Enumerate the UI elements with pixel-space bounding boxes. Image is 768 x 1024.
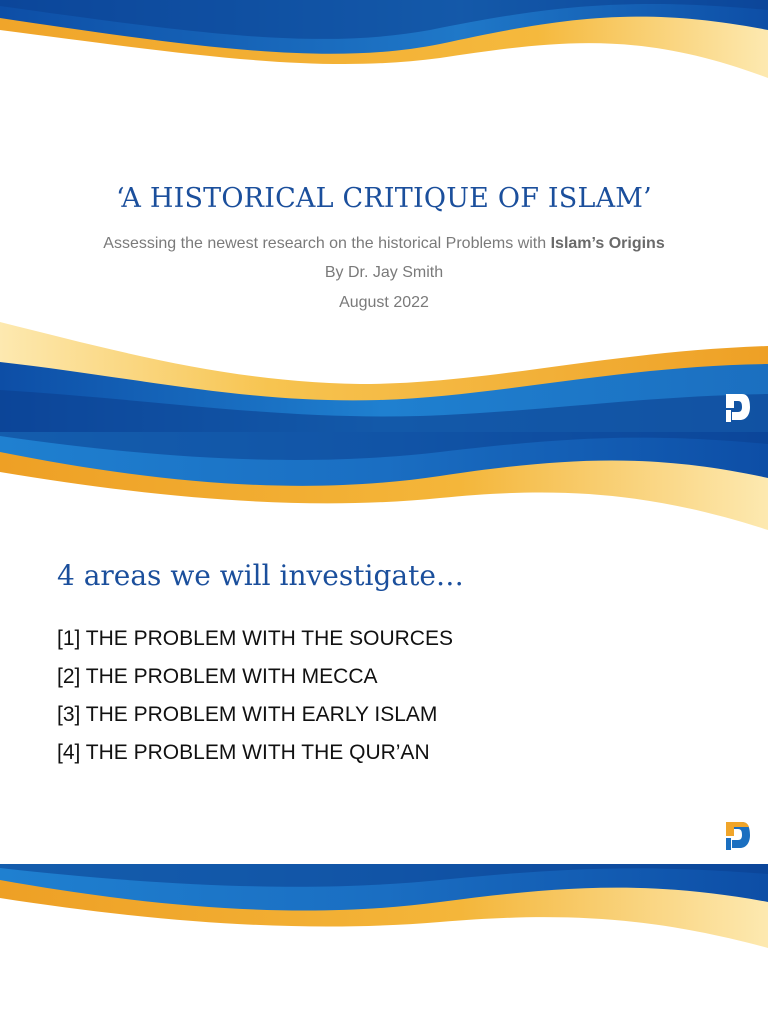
slide-subtitle (0, 235, 768, 253)
subtitle-emphasis: Islam’s Origins (550, 235, 665, 252)
list-item: [2] THE PROBLEM WITH MECCA (57, 665, 378, 688)
top-wave-banner (0, 432, 768, 532)
slide-heading: 4 areas we will investigate… (57, 559, 464, 592)
top-wave-banner (0, 0, 768, 80)
next-slide-preview (0, 864, 768, 1024)
list-item: [1] THE PROBLEM WITH THE SOURCES (57, 627, 453, 650)
list-item: [3] THE PROBLEM WITH EARLY ISLAM (57, 703, 438, 726)
list-item: [4] THE PROBLEM WITH THE QUR’AN (57, 741, 430, 764)
areas-list (57, 620, 453, 772)
top-wave-banner (0, 864, 768, 954)
slide-title: ‘A HISTORICAL CRITIQUE OF ISLAM’ (116, 183, 652, 214)
author-line: By Dr. Jay Smith (324, 264, 444, 281)
areas-slide (0, 432, 768, 864)
brand-logo-icon (720, 390, 750, 424)
title-slide (0, 0, 768, 432)
bottom-wave-banner (0, 312, 768, 432)
brand-logo-icon (720, 818, 750, 852)
subtitle-text: Assessing the newest research on the historical Problems with (103, 235, 551, 252)
date-line: August 2022 (339, 294, 429, 311)
